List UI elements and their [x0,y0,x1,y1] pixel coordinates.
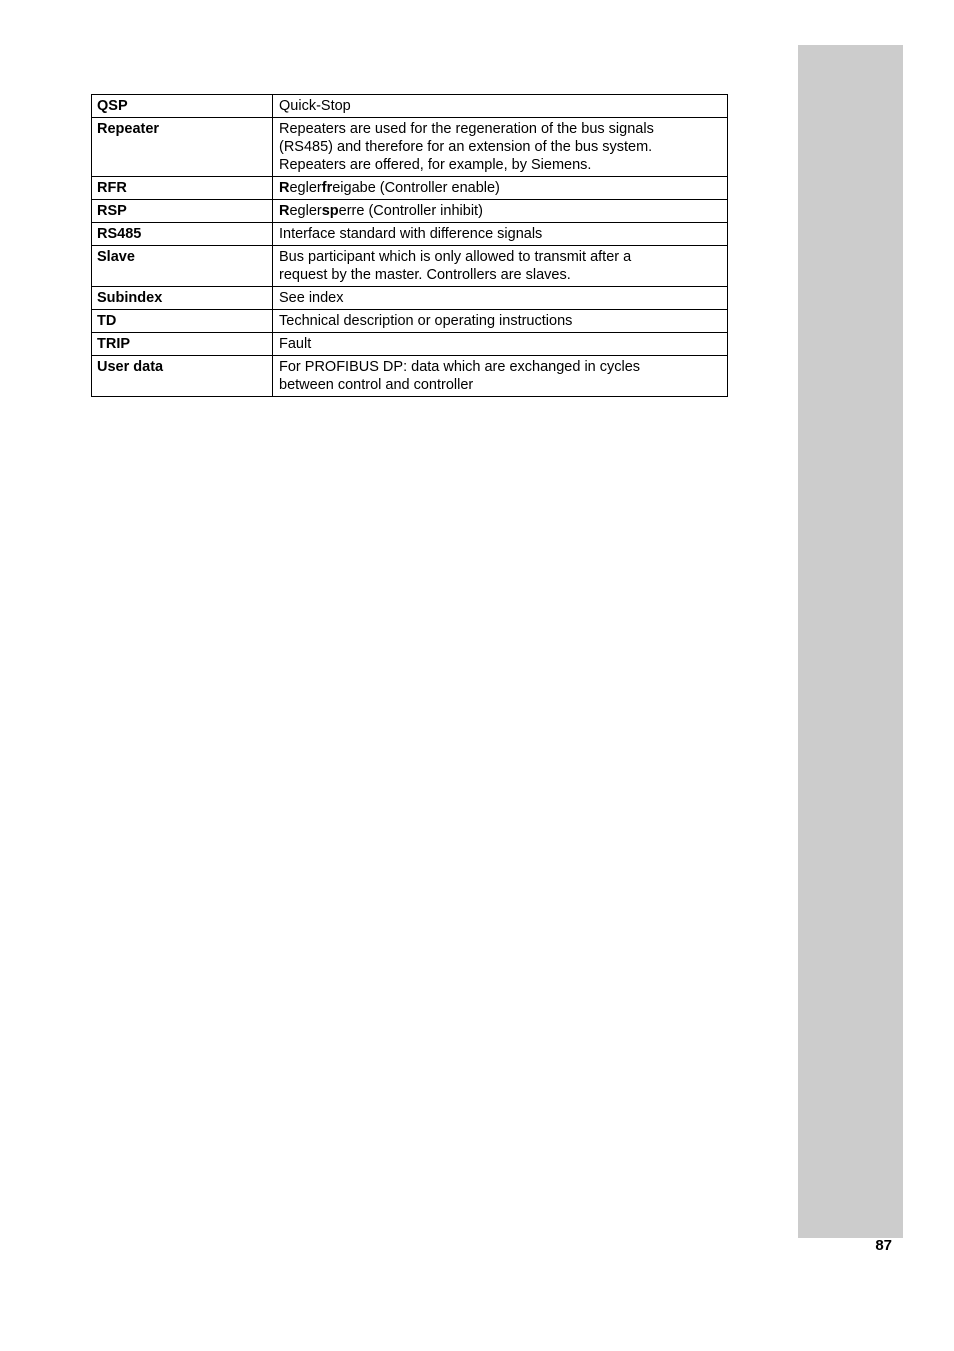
term-cell: TD [92,310,273,333]
table-row [92,200,728,223]
description-fragment-bold: fr [321,180,333,196]
description-line: See index [279,290,344,306]
description-line: Repeaters are offered, for example, by Siemens. [279,157,592,173]
description-fragment: egler [289,203,322,219]
description-fragment-bold: sp [321,203,339,219]
term-cell: RSP [92,200,273,223]
page-number: 87 [875,1237,892,1254]
table-row [92,310,728,333]
description-cell [273,356,728,397]
term-cell: Subindex [92,287,273,310]
description-line: For PROFIBUS DP: data which are exchanged in cycles [279,359,641,375]
table-row [92,223,728,246]
term-cell: Repeater [92,118,273,177]
table-row [92,333,728,356]
glossary-table [91,94,728,397]
table-row [92,246,728,287]
term-cell: Slave [92,246,273,287]
term-cell: TRIP [92,333,273,356]
table-row [92,287,728,310]
description-cell [273,200,728,223]
description-cell [273,310,728,333]
description-cell [273,246,728,287]
description-cell [273,177,728,200]
description-cell [273,333,728,356]
description-line: Technical description or operating instructions [279,313,573,329]
description-line: Interface standard with difference signals [279,226,543,242]
table-row [92,177,728,200]
description-line: Fault [279,336,312,352]
term-cell: RFR [92,177,273,200]
description-line: between control and controller [279,377,474,393]
description-line: Repeaters are used for the regeneration of the bus signals [279,121,654,137]
description-cell [273,287,728,310]
description-line: Bus participant which is only allowed to transmit after a [279,249,632,265]
description-cell [273,95,728,118]
description-fragment-bold: R [279,180,290,196]
term-cell: RS485 [92,223,273,246]
term-cell: QSP [92,95,273,118]
description-cell [273,118,728,177]
description-fragment-bold: R [279,203,290,219]
table-row [92,356,728,397]
table-row [92,95,728,118]
description-fragment: egler [289,180,322,196]
description-line: Quick-Stop [279,98,351,114]
description-line: request by the master. Controllers are slaves. [279,267,571,283]
description-cell [273,223,728,246]
table-row [92,118,728,177]
description-line: (RS485) and therefore for an extension of the bus system. [279,139,653,155]
description-fragment: eigabe (Controller enable) [332,180,500,196]
side-band [798,45,903,1238]
term-cell: User data [92,356,273,397]
description-fragment: erre (Controller inhibit) [338,203,483,219]
